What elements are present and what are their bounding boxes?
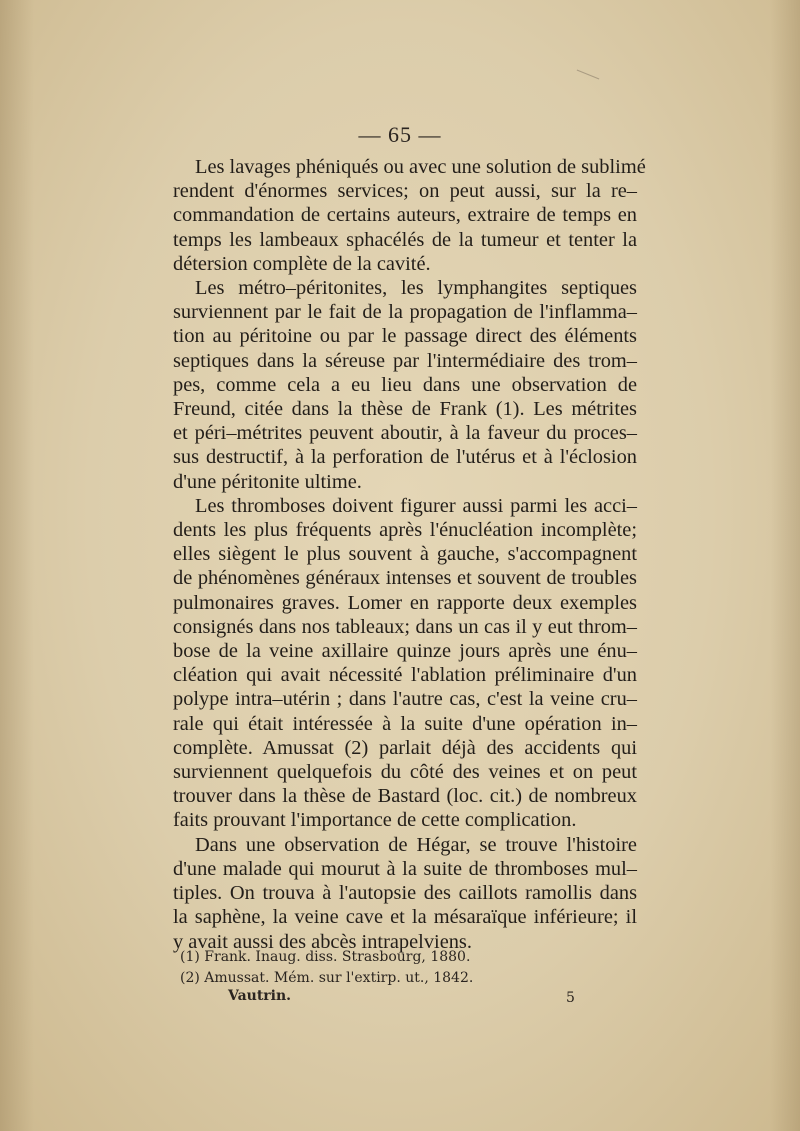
text-line: polype intra–utérin ; dans l'autre cas, c'est la veine cru– bbox=[173, 688, 637, 711]
footnote-1: (1) Frank. Inaug. diss. Strasbourg, 1880. bbox=[180, 949, 471, 965]
text-line: et péri–métrites peuvent aboutir, à la faveur du proces– bbox=[173, 422, 637, 445]
text-line: la saphène, la veine cave et la mésaraïque inférieure; il bbox=[173, 906, 637, 929]
text-line: surviennent par le fait de la propagation de l'inflamma– bbox=[173, 301, 637, 324]
text-line: y avait aussi des abcès intrapelviens. bbox=[173, 930, 472, 953]
text-line: tiples. On trouva à l'autopsie des caillots ramollis dans bbox=[173, 882, 637, 905]
text-line: trouver dans la thèse de Bastard (loc. cit.) de nombreux bbox=[173, 785, 637, 808]
text-line: surviennent quelquefois du côté des veines et on peut bbox=[173, 761, 637, 784]
text-line: pes, comme cela a eu lieu dans une observation de bbox=[173, 373, 637, 396]
text-line: temps les lambeaux sphacélés de la tumeur et tenter la bbox=[173, 228, 637, 251]
text-line: sus destructif, à la perforation de l'utérus et à l'éclosion bbox=[173, 446, 637, 469]
text-line: de phénomènes généraux intenses et souvent de troubles bbox=[173, 567, 637, 590]
text-line: Dans une observation de Hégar, se trouve l'histoire bbox=[195, 833, 637, 856]
text-line: consignés dans nos tableaux; dans un cas il y eut throm– bbox=[173, 615, 637, 638]
text-line: Les métro–péritonites, les lymphangites septiques bbox=[195, 277, 637, 300]
text-line: d'une malade qui mourut à la suite de thromboses mul– bbox=[173, 857, 637, 880]
text-line: septiques dans la séreuse par l'intermédiaire des trom– bbox=[173, 349, 637, 372]
text-line: pulmonaires graves. Lomer en rapporte deux exemples bbox=[173, 591, 637, 614]
page-edge-shadow-left bbox=[0, 0, 34, 1131]
text-line: dents les plus fréquents après l'énucléation incomplète; bbox=[173, 519, 637, 542]
text-line: Les lavages phéniqués ou avec une solution de sublimé bbox=[195, 156, 646, 178]
text-line: bose de la veine axillaire quinze jours après une énu– bbox=[173, 640, 637, 663]
text-line: rendent d'énormes services; on peut aussi, sur la re– bbox=[173, 180, 637, 203]
text-line: rale qui était intéressée à la suite d'une opération in– bbox=[173, 712, 637, 735]
text-line: tion au péritoine ou par le passage direct des éléments bbox=[173, 325, 637, 348]
body-text bbox=[173, 155, 646, 954]
text-line: complète. Amussat (2) parlait déjà des accidents qui bbox=[173, 736, 637, 759]
text-line: cléation qui avait nécessité l'ablation préliminaire d'un bbox=[173, 664, 637, 687]
text-line: faits prouvant l'importance de cette complication. bbox=[173, 809, 577, 832]
text-line: détersion complète de la cavité. bbox=[173, 252, 431, 275]
footnote-2: (2) Amussat. Mém. sur l'extirp. ut., 1842. bbox=[180, 970, 474, 986]
printer-signature: Vautrin. bbox=[228, 988, 292, 1004]
text-line: elles siègent le plus souvent à gauche, s'accompagnent bbox=[173, 543, 637, 566]
text-line: d'une péritonite ultime. bbox=[173, 470, 362, 493]
page-edge-shadow-right bbox=[770, 0, 800, 1131]
text-line: Les thromboses doivent figurer aussi parmi les acci– bbox=[195, 494, 637, 517]
text-line: commandation de certains auteurs, extraire de temps en bbox=[173, 204, 637, 227]
footnotes bbox=[180, 947, 600, 989]
page-number: — 65 — bbox=[358, 122, 442, 147]
text-line: Freund, citée dans la thèse de Frank (1). Les métrites bbox=[173, 398, 637, 421]
pencil-mark bbox=[577, 70, 600, 80]
sheet-number: 5 bbox=[566, 990, 575, 1006]
